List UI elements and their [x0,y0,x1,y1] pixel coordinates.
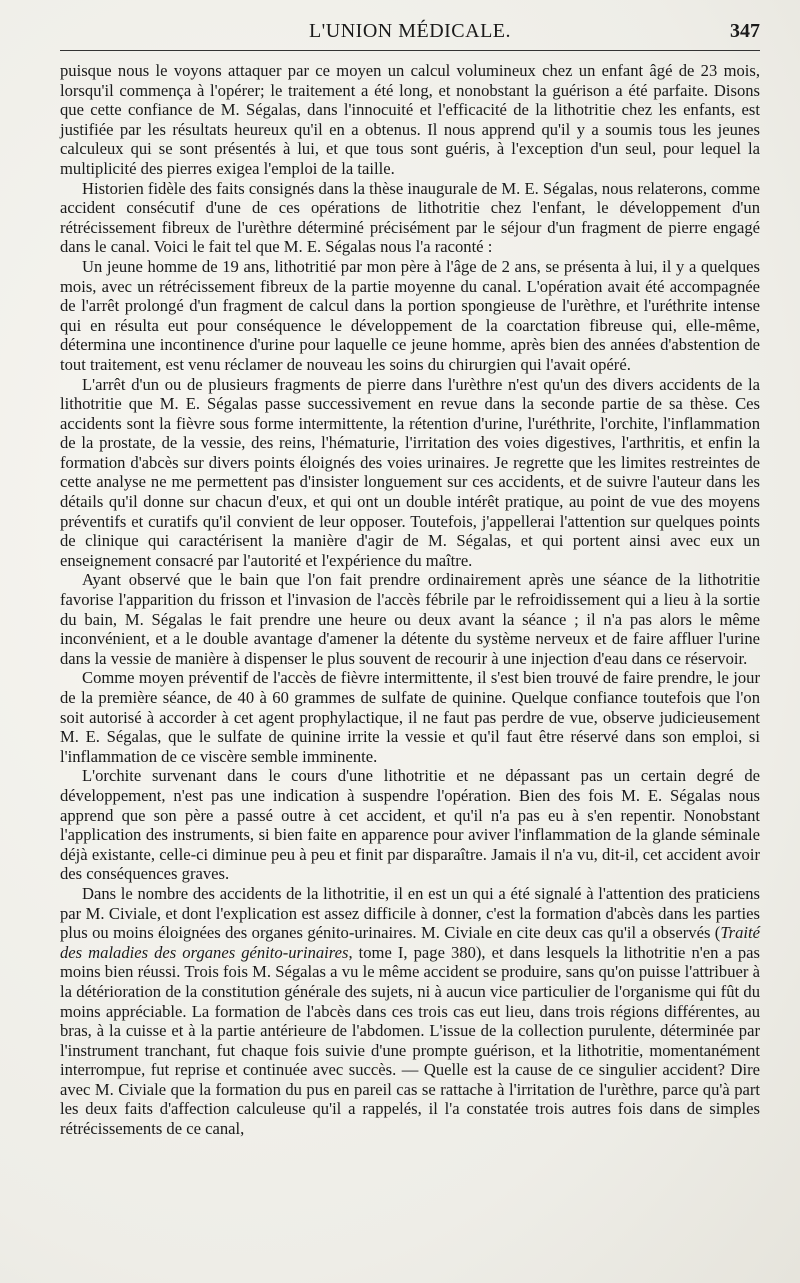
text-segment: Comme moyen préventif de l'accès de fièvre intermittente, il s'est bien trouvé de faire prendre, le jour de la première séance, de 40 à 60 grammes de sulfate de quinine. Quelque confiance toutefois que l'on soit autorisé à accorder à cet agent prophylactique, il ne faut pas perdre de vue, observe judicieusement M. E. Ségalas, que le sulfate de quinine irrite la vessie et qu'il faut être réservé dans son emploi, si l'inflammation de ce viscère semble imminente. [60,668,760,766]
running-title: L'UNION MÉDICALE. [308,20,512,42]
italic-citation: Traité des maladies des organes génito-urinaires [60,923,760,962]
paragraph [60,884,760,1139]
page-number: 347 [730,20,760,42]
paragraph [60,179,760,257]
text-segment: Historien fidèle des faits consignés dans la thèse inaugurale de M. E. Ségalas, nous relaterons, comme accident consécutif d'une de ces opérations de lithotritie chez l'enfant, le développement d'un rétrécissement fibreux de l'urèthre déterminé précisément par le séjour d'un fragment de pierre engagé dans le canal. Voici le fait tel que M. E. Ségalas nous l'a raconté : [60,178,760,257]
text-segment: Ayant observé que le bain que l'on fait prendre ordinairement après une séance de la lithotritie favorise l'apparition du frisson et l'invasion de l'accès fébrile par le refroidissement qui a lieu à la sortie du bain, M. Ségalas le fait prendre une heure ou deux avant la séance ; il n'a pas alors le même inconvénient, et a le double avantage d'amener la détente du système nerveux et de faire affluer l'urine dans la vessie de manière à dispenser le plus souvent de recourir à une injection d'eau dans ce réservoir. [60,570,760,668]
text-segment: , tome I, page 380), et dans lesquels la lithotritie n'en a pas moins bien réussi. Trois fois M. Ségalas a vu le même accident se produire, sans qu'on puisse l'attribuer à la détérioration de la constitution générale des sujets, ni à aucun vice particulier de l'organisme qui fût du moins appréciable. La formation de l'abcès dans ces trois cas eut lieu, dans trois régions différentes, au bras, à la cuisse et à la partie antérieure de l'abdomen. L'issue de la collection purulente, déterminée par l'instrument tranchant, fut chaque fois suivie d'une prompte guérison, et la lithotritie, momentanément interrompue, fut reprise et continuée avec succès. — Quelle est la cause de ce singulier accident? Dire avec M. Civiale que la formation du pus en pareil cas se rattache à l'irritation de l'urèthre, parce qu'à part les deux faits d'affection calculeuse qu'il a rappelés, il l'a constatée trois autres fois dans de simples rétrécissements de ce canal, [60,942,760,1139]
text-segment: L'orchite survenant dans le cours d'une lithotritie et ne dépassant pas un certain degré de développement, n'est pas une indication à suspendre l'opération. Bien des fois M. E. Ségalas nous apprend que son père a passé outre à cet accident, et qu'il n'a pas eu à s'en repentir. Nonobstant l'application des instruments, si bien faite en apparence pour aviver l'inflammation de la glande séminale déjà existante, celle-ci diminue peu à peu et finit par disparaître. Jamais il n'a vu, dit-il, cet accident avoir des conséquences graves. [60,766,760,884]
page-header [60,16,760,51]
text-segment: Un jeune homme de 19 ans, lithotritié par mon père à l'âge de 2 ans, se présenta à lui, il y a quelques mois, avec un rétrécissement fibreux de la partie moyenne du canal. L'opération avait été accompagnée de l'arrêt prolongé d'un fragment de calcul dans la portion spongieuse de l'urèthre, et l'uréthrite intense qui en résulta eut pour conséquence le développement de la coarctation fibreuse qui, elle-même, détermina une incontinence d'urine pour laquelle ce jeune homme, après bien des années d'abstention de tout traitement, est venu réclamer de nouveau les soins du chirurgien qui l'avait opéré. [60,256,760,374]
paragraph [60,257,760,375]
text-segment: Dans le nombre des accidents de la lithotritie, il en est un qui a été signalé à l'attention des praticiens par M. Civiale, et dont l'explication est assez difficile à donner, c'est la formation d'abcès dans les parties plus ou moins éloignées des organes génito-urinaires. M. Civiale en cite deux cas qu'il a observés ( [60,883,760,943]
text-segment: puisque nous le voyons attaquer par ce moyen un calcul volumineux chez un enfant âgé de 23 mois, lorsqu'il commença à l'opérer; le traitement a été long, et nonobstant la guérison a été parfaite. Disons que cette confiance de M. Ségalas, dans l'innocuité et l'efficacité de la lithotritie chez les enfants, est justifiée par les résultats heureux qu'il en a obtenus. Il nous apprend qu'il y a soumis tous les jeunes calculeux qui se sont présentés à lui, et que tous sont guéris, à l'exception d'un seul, pour lequel la multiplicité des pierres exigea l'emploi de la taille. [60,61,760,178]
paragraph [60,61,760,179]
paragraph [60,668,760,766]
text-segment: L'arrêt d'un ou de plusieurs fragments de pierre dans l'urèthre n'est qu'un des divers accidents de la lithotritie que M. E. Ségalas passe successivement en revue dans la seconde partie de sa thèse. Ces accidents sont la fièvre sous forme intermittente, la rétention d'urine, l'uréthrite, l'orchite, l'inflammation de la prostate, de la vessie, des reins, l'hématurie, l'irritation des voies digestives, l'arthritis, et enfin la formation d'abcès sur divers points éloignés des voies urinaires. Je regrette que les limites restreintes de cette analyse ne me permettent pas d'insister longuement sur ces accidents, et de suivre l'auteur dans les détails qu'il donne sur chacun d'eux, et qui ont un double intérêt pratique, au point de vue des moyens préventifs et curatifs qu'il convient de leur opposer. Toutefois, j'appellerai l'attention sur quelques points de clinique qui caractérisent la manière d'agir de M. Ségalas, et qui portent ainsi avec eux un enseignement consacré par l'autorité et l'expérience du maître. [60,374,760,570]
body-text [60,61,760,1139]
paragraph [60,375,760,571]
paragraph [60,570,760,668]
paragraph [60,766,760,884]
